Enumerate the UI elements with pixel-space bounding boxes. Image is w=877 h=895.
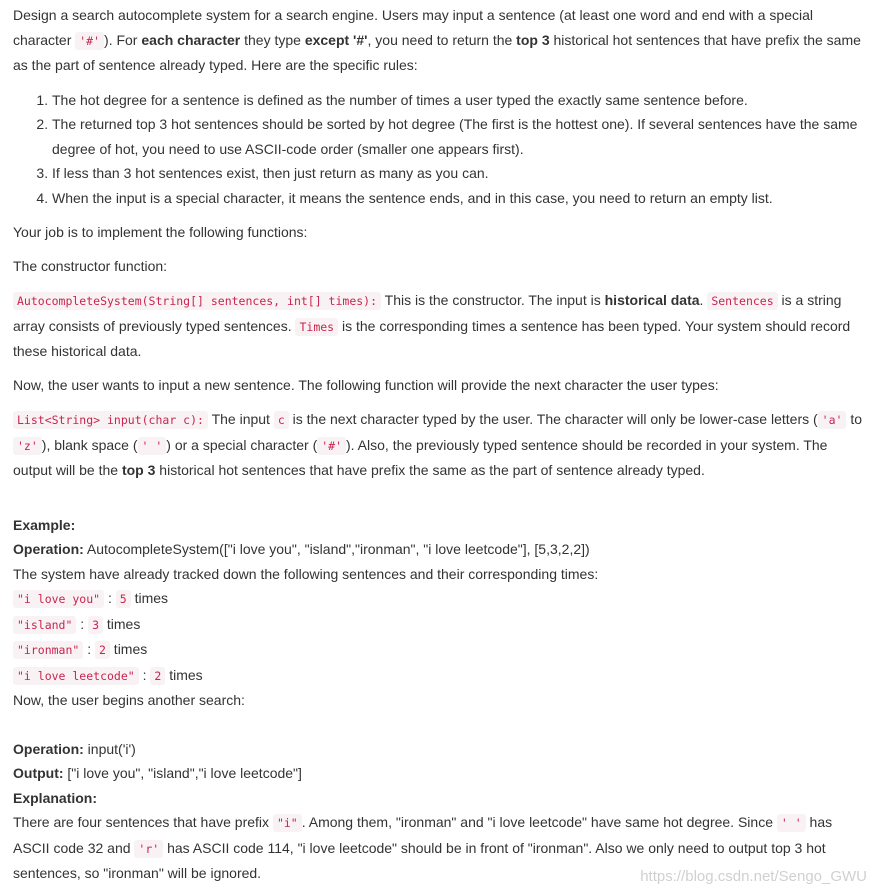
separator: :: [104, 590, 116, 606]
history-sentence: "i love you": [13, 590, 104, 608]
history-entry: [13, 663, 865, 689]
explanation-heading: [13, 786, 865, 811]
times-word: times: [130, 590, 169, 606]
intro-paragraph: [13, 3, 865, 78]
job-text: Your job is to implement the following functions:: [13, 224, 308, 240]
history-count: 2: [150, 667, 165, 685]
example-heading: Example:: [13, 516, 76, 533]
inline-code: ' ': [138, 437, 167, 455]
bold-text: each character: [141, 31, 241, 48]
operation-line: [13, 537, 865, 562]
text: is the corresponding times a sentence has been typed. Your system should record these historical data.: [13, 317, 851, 359]
times-word: times: [165, 666, 203, 683]
separator: :: [138, 666, 151, 683]
text: has ASCII code 32 and: [13, 814, 833, 856]
intro-text: historical hot sentences that have prefix the same as the part of sentence already typed. Here are the specific rules:: [13, 31, 861, 73]
text: This is the constructor. The input is: [381, 292, 605, 308]
times-word: times: [109, 641, 148, 657]
operation-value: input('i'): [83, 740, 136, 757]
text: ). Also, the previously typed sentence should be recorded in your system. The output will be the: [13, 436, 828, 478]
rule-item: 4. When the input is a special character, it means the sentence ends, and in this case, you need to return an empty list.: [52, 186, 865, 211]
history-count: 5: [116, 590, 131, 608]
constructor-heading: The constructor function:: [13, 258, 168, 274]
tracked-text: The system have already tracked down the following sentences and their corresponding times:: [13, 565, 599, 582]
rule-item: 2. The returned top 3 hot sentences should be sorted by hot degree (The first is the hottest one). If several sentences have the same degree of hot, you need to use ASCII-code order (smaller one appears first).: [52, 112, 865, 161]
history-count: 3: [88, 616, 103, 634]
inline-code: c: [274, 411, 289, 429]
inline-code: 'z': [13, 437, 42, 455]
input-function-paragraph: [13, 407, 865, 483]
inline-code: ' ': [777, 814, 806, 832]
inline-code: 'a': [818, 411, 847, 429]
intro-text: ). For: [104, 31, 142, 48]
intro-text: they type: [240, 31, 305, 48]
output-label: Output:: [13, 765, 64, 781]
example-block: [13, 513, 865, 886]
history-entry: [13, 612, 865, 638]
explanation-label: Explanation:: [13, 789, 98, 806]
rules-list: [13, 88, 865, 211]
history-sentence: "i love leetcode": [13, 667, 139, 685]
rule-item: 1. The hot degree for a sentence is defined as the number of times a user typed the exactly same sentence before.: [52, 88, 865, 113]
output-value: ["i love you", "island","i love leetcode"]: [63, 765, 302, 781]
separator: :: [76, 615, 89, 632]
inline-code: '#': [75, 32, 104, 50]
history-entry: [13, 586, 865, 612]
output-line: [13, 761, 865, 786]
inline-code: Sentences: [707, 292, 777, 310]
text: ) or a special character (: [166, 436, 318, 453]
operation-line: [13, 737, 865, 762]
text: has ASCII code 114, "i love leetcode" should be in front of "ironman". Also we only need to output top 3 hot sentences, so "ironman" will be ignored.: [13, 839, 826, 881]
text: The input: [207, 411, 274, 427]
now-text: Now, the user wants to input a new sentence. The following function will provide the next character the user types:: [13, 377, 719, 393]
text: to: [846, 411, 863, 427]
rule-item: 3. If less than 3 hot sentences exist, then just return as many as you can.: [52, 161, 865, 186]
inline-code: Times: [295, 318, 338, 336]
history-entry: [13, 637, 865, 663]
watermark: https://blog.csdn.net/Sengo_GWU: [640, 868, 867, 885]
operation-label: Operation:: [13, 541, 84, 557]
bold-text: historical data: [604, 292, 700, 308]
intro-text: , you need to return the: [367, 31, 517, 48]
constructor-paragraph: [13, 288, 865, 364]
constructor-signature: AutocompleteSystem(String[] sentences, int[] times):: [13, 292, 381, 310]
text: ), blank space (: [41, 436, 138, 453]
history-count: 2: [95, 641, 110, 659]
text: . Among them, "ironman" and "i love leetcode" have same hot degree. Since: [301, 814, 777, 830]
bold-text: top 3: [121, 462, 156, 478]
bold-text: except '#': [304, 31, 368, 48]
separator: :: [83, 641, 95, 657]
operation-label: Operation:: [13, 740, 84, 757]
history-sentence: "ironman": [13, 641, 83, 659]
text: is a string array consists of previously typed sentences.: [13, 292, 842, 334]
text: historical hot sentences that have prefix the same as the part of sentence already typed.: [155, 462, 705, 478]
text: is the next character typed by the user. The character will only be lower-case letters (: [288, 411, 818, 427]
history-sentence: "island": [13, 616, 76, 634]
text: .: [699, 292, 708, 308]
begin-text: Now, the user begins another search:: [13, 692, 245, 708]
inline-code: "i": [273, 814, 302, 832]
inline-code: '#': [317, 437, 346, 455]
times-word: times: [103, 615, 141, 632]
operation-value: AutocompleteSystem(["i love you", "island","ironman", "i love leetcode"], [5,3,2,2]): [83, 541, 590, 557]
inline-code: 'r': [134, 840, 163, 858]
input-signature: List<String> input(char c):: [13, 411, 208, 429]
text: There are four sentences that have prefix: [13, 814, 273, 830]
bold-text: top 3: [516, 31, 550, 48]
intro-text: Design a search autocomplete system for a search engine. Users may input a sentence (at least one word and end with a special character: [13, 7, 813, 48]
problem-description: [13, 3, 865, 886]
